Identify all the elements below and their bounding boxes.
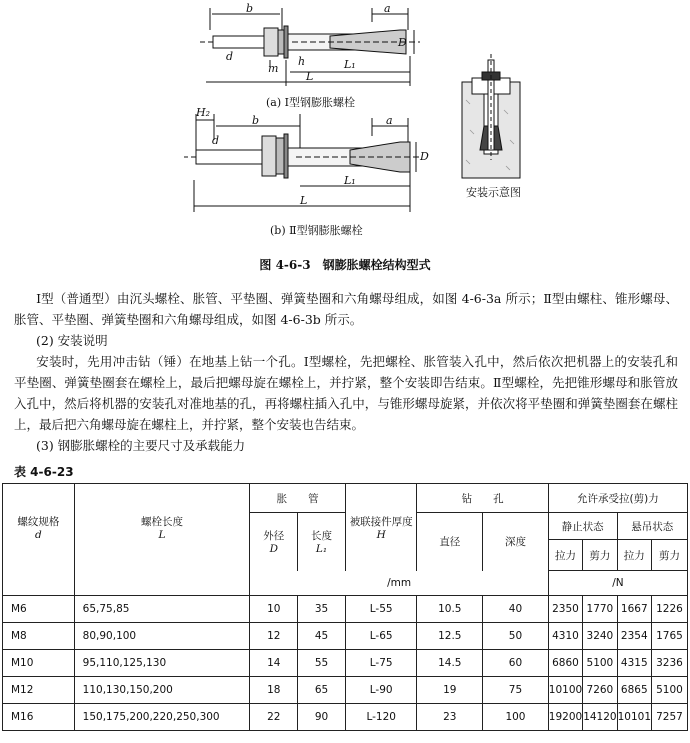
- table-cell: 10100: [548, 677, 582, 704]
- table-cell: 75: [483, 677, 549, 704]
- table-cell: 22: [250, 704, 298, 731]
- dim-label-d-b: d: [212, 134, 220, 147]
- table-cell: M12: [3, 677, 75, 704]
- figure-caption: 图 4-6-3 钢膨胀螺栓结构型式: [259, 258, 431, 272]
- table-cell: L-120: [345, 704, 417, 731]
- table-cell: 1770: [583, 596, 617, 623]
- paragraph-install: 安装时，先用冲击钻（锤）在地基上钻一个孔。Ⅰ型螺栓，先把螺栓、胀管装入孔中，然后依次把机器上的安装孔和平垫圈、弹簧垫圈套在螺栓上，最后把螺母旋在螺栓上，并拧紧，整个安装即告结束。Ⅱ型螺栓，先把锥形螺母和胀管放入孔中，然后将机器的安装孔对准地基的孔，再将螺柱插入孔中，与锥形螺母旋紧，并依次将平垫圈和弹簧垫圈套在螺柱上，最后把六角螺母旋在螺柱上，并拧紧，整个安装也告结束。: [14, 354, 678, 432]
- header-hole-depth: 深度: [483, 513, 549, 571]
- table-cell: 35: [298, 596, 346, 623]
- header-spec: 螺纹规格 d: [3, 484, 75, 571]
- table-cell: 6865: [617, 677, 651, 704]
- table-cell: L-90: [345, 677, 417, 704]
- section-dimensions-heading: (3) 钢膨胀螺栓的主要尺寸及承载能力: [36, 438, 246, 453]
- table-cell: M6: [3, 596, 75, 623]
- dim-label-h-a: h: [298, 55, 306, 68]
- table-row: [3, 704, 688, 731]
- table-body: [3, 596, 688, 731]
- table-cell: 19200: [548, 704, 582, 731]
- table-cell: 150,175,200,220,250,300: [74, 704, 250, 731]
- table-cell: 50: [483, 623, 549, 650]
- unit-n: /N: [548, 571, 687, 596]
- table-cell: 14: [250, 650, 298, 677]
- table-cell: 12: [250, 623, 298, 650]
- table-cell: 90: [298, 704, 346, 731]
- table-row: [3, 623, 688, 650]
- table-cell: 3240: [583, 623, 617, 650]
- header-hang-shear: 剪力: [652, 540, 688, 571]
- table-cell: 40: [483, 596, 549, 623]
- table-cell: 18: [250, 677, 298, 704]
- dim-label-b-a: b: [246, 2, 254, 15]
- dim-label-d-a: d: [226, 50, 234, 63]
- table-cell: 10.5: [417, 596, 483, 623]
- header-hang-tension: 拉力: [617, 540, 651, 571]
- table-cell: 7260: [583, 677, 617, 704]
- table-cell: 95,110,125,130: [74, 650, 250, 677]
- dim-label-D-b: D: [420, 150, 429, 163]
- spec-table: [2, 483, 688, 731]
- header-tube: 胀 管: [250, 484, 345, 513]
- header-static: 静止状态: [548, 513, 617, 540]
- caption-type-2: (b) Ⅱ型钢膨胀螺栓: [270, 224, 363, 237]
- unit-mm: /mm: [250, 571, 548, 596]
- section-install-heading: (2) 安装说明: [36, 333, 108, 348]
- table-cell: 65,75,85: [74, 596, 250, 623]
- table-cell: 5100: [652, 677, 688, 704]
- header-thickness: 被联接件厚度 H: [345, 484, 417, 571]
- header-row-1: [3, 484, 688, 513]
- table-cell: 4310: [548, 623, 582, 650]
- caption-type-1: (a) Ⅰ型钢膨胀螺栓: [266, 96, 355, 109]
- table-cell: 55: [298, 650, 346, 677]
- table-cell: 12.5: [417, 623, 483, 650]
- table-cell: L-65: [345, 623, 417, 650]
- unit-row: [3, 571, 688, 596]
- header-load: 允许承受拉(剪)力: [548, 484, 687, 513]
- table-cell: 3236: [652, 650, 688, 677]
- table-cell: 2354: [617, 623, 651, 650]
- dim-label-D-a: D: [398, 36, 407, 49]
- dim-label-L1-b: L₁: [344, 174, 356, 187]
- dim-label-L-a: L: [306, 70, 314, 83]
- table-cell: 14.5: [417, 650, 483, 677]
- installation-sketch: [462, 54, 520, 178]
- header-static-tension: 拉力: [548, 540, 582, 571]
- table-cell: 6860: [548, 650, 582, 677]
- dim-label-L-b: L: [300, 194, 308, 207]
- table-cell: 23: [417, 704, 483, 731]
- dim-label-a-a: a: [384, 2, 391, 15]
- header-hole-dia: 直径: [417, 513, 483, 571]
- table-cell: M10: [3, 650, 75, 677]
- table-cell: 14120: [583, 704, 617, 731]
- table-row: [3, 596, 688, 623]
- table-cell: 100: [483, 704, 549, 731]
- table-row: [3, 650, 688, 677]
- table-cell: 60: [483, 650, 549, 677]
- table-cell: M16: [3, 704, 75, 731]
- dim-label-b-b: b: [252, 114, 260, 127]
- table-cell: 7257: [652, 704, 688, 731]
- table-cell: 110,130,150,200: [74, 677, 250, 704]
- table-cell: M8: [3, 623, 75, 650]
- header-hang: 悬吊状态: [617, 513, 687, 540]
- paragraph-types: Ⅰ型（普通型）由沉头螺栓、胀管、平垫圈、弹簧垫圈和六角螺母组成，如图 4-6-3a 所示；Ⅱ型由螺柱、锥形螺母、胀管、平垫圈、弹簧垫圈和六角螺母组成，如图 4-6-3b 所示。: [14, 291, 678, 327]
- header-length: 螺栓长度 L: [74, 484, 250, 571]
- header-outer-dia: 外径 D: [250, 513, 298, 571]
- dim-label-H2-b: H₂: [196, 106, 211, 119]
- table-cell: L-75: [345, 650, 417, 677]
- table-cell: 2350: [548, 596, 582, 623]
- header-hole: 钻 孔: [417, 484, 548, 513]
- table-cell: 1765: [652, 623, 688, 650]
- header-tube-length: 长度 L₁: [298, 513, 346, 571]
- table-cell: 1226: [652, 596, 688, 623]
- table-cell: 1667: [617, 596, 651, 623]
- table-title: 表 4-6-23: [14, 465, 74, 479]
- table-cell: 45: [298, 623, 346, 650]
- dim-label-a-b: a: [386, 114, 393, 127]
- table-cell: 5100: [583, 650, 617, 677]
- table-cell: L-55: [345, 596, 417, 623]
- table-row: [3, 677, 688, 704]
- table-cell: 10101: [617, 704, 651, 731]
- table-cell: 10: [250, 596, 298, 623]
- table-cell: 19: [417, 677, 483, 704]
- install-caption: 安装示意图: [466, 186, 521, 199]
- dim-label-L1-a: L₁: [344, 58, 356, 71]
- table-cell: 65: [298, 677, 346, 704]
- table-cell: 4315: [617, 650, 651, 677]
- dim-label-m-a: m: [268, 62, 279, 75]
- bolt-figure: [0, 0, 690, 250]
- header-static-shear: 剪力: [583, 540, 617, 571]
- table-cell: 80,90,100: [74, 623, 250, 650]
